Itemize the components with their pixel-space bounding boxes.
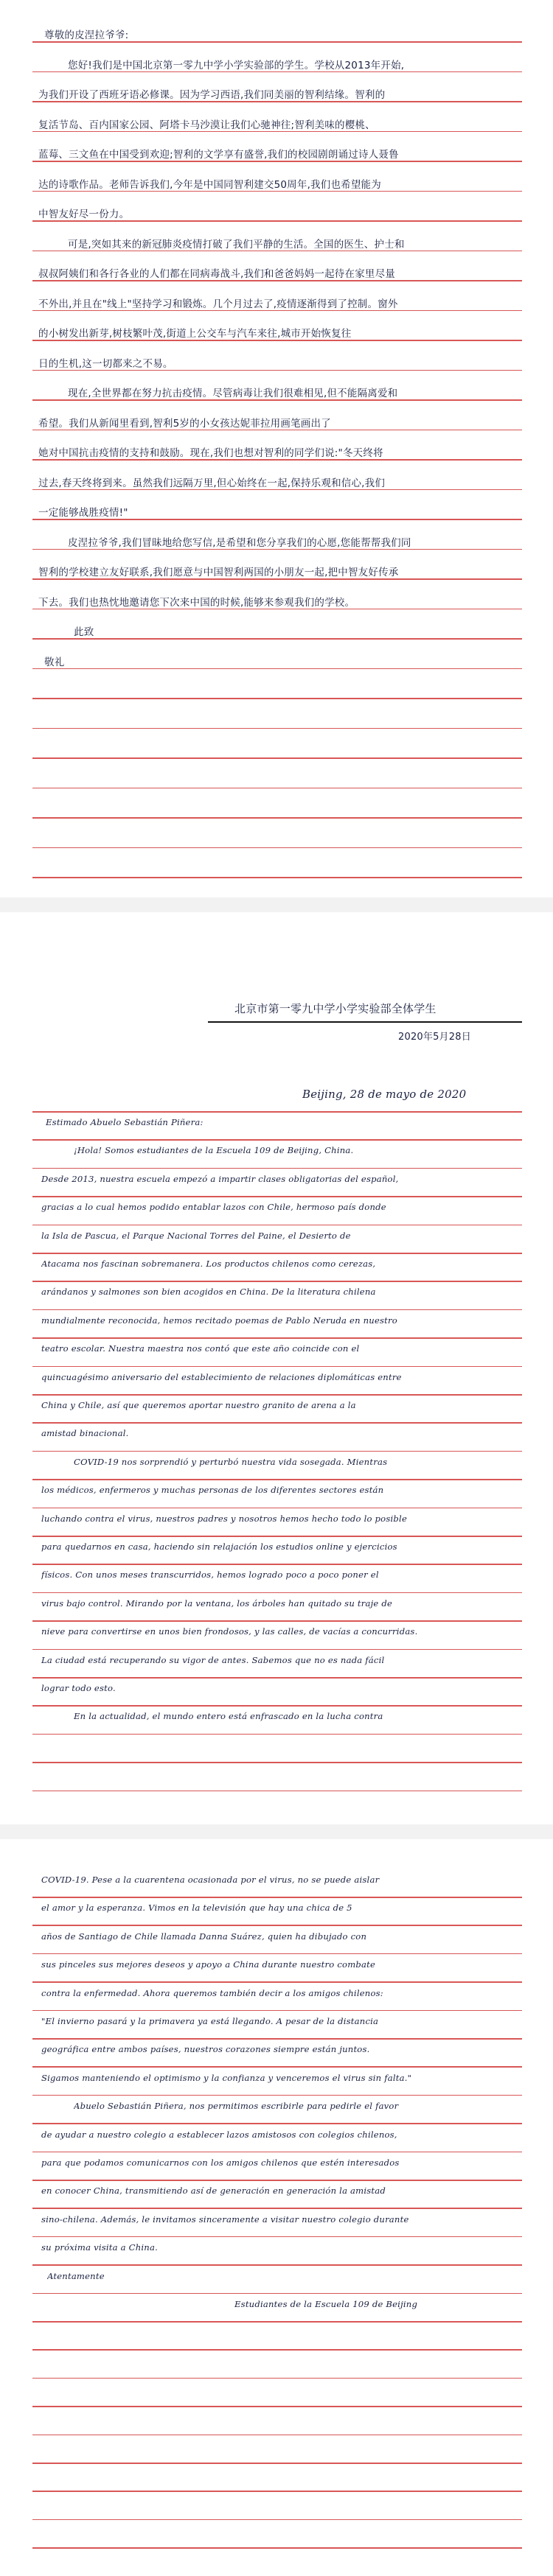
paragraph-line: arándanos y salmones son bien acogidos en China. De la literatura chilena [41,1287,376,1298]
spanish-letter-text-part-2 [0,1839,553,2576]
paragraph-line: 过去,春天终将到来。虽然我们远隔万里,但心始终在一起,保持乐观和信心,我们 [38,477,386,489]
paragraph-line: 可是,突如其来的新冠肺炎疫情打破了我们平静的生活。全国的医生、护士和 [68,238,405,251]
paragraph-line: 的小树发出新芽,树枝繁叶茂,街道上公交车与汽车来往,城市开始恢复往 [38,328,352,340]
paragraph-line: sus pinceles sus mejores deseos y apoyo a China durante nuestro combate [41,1959,376,1970]
paragraph-line: 她对中国抗击疫情的支持和鼓励。现在,我们也想对智利的同学们说:"冬天终将 [38,447,383,459]
chinese-letter-text [0,0,553,897]
paragraph-line: mundialmente reconocida, hemos recitado poemas de Pablo Neruda en nuestro [41,1315,397,1326]
paragraph-line: gracias a lo cual hemos podido entablar lazos con Chile, hermoso país donde [41,1202,386,1213]
paragraph-line: 不外出,并且在"线上"坚持学习和锻炼。几个月过去了,疫情逐渐得到了控制。窗外 [38,298,398,310]
paragraph-line: COVID-19. Pese a la cuarentena ocasionada por el virus, no se puede aislar [41,1875,380,1885]
paragraph-line: 叔叔阿姨们和各行各业的人们都在同病毒战斗,我们和爸爸妈妈一起待在家里尽量 [38,268,395,280]
closing: 此致 [74,626,94,638]
signature: 北京市第一零九中学小学实验部全体学生 [234,1002,437,1015]
paragraph-line: años de Santiago de Chile llamada Danna Suárez, quien ha dibujado con [41,1931,367,1942]
paragraph-line: de ayudar a nuestro colegio a establecer lazos amistosos con colegios chilenos, [41,2129,397,2140]
letter-page-spanish-1 [0,912,553,1824]
paragraph-line: geográfica entre ambos países, nuestros corazones siempre están juntos. [41,2044,370,2055]
salutation: 尊敬的皮涅拉爷爷: [44,29,129,41]
paragraph-line: Atacama nos fascinan sobremanera. Los productos chilenos como cerezas, [41,1259,376,1269]
paragraph-line: en conocer China, transmitiendo así de generación en generación la amistad [41,2185,386,2197]
paragraph-line: para que podamos comunicarnos con los amigos chilenos que estén interesados [41,2157,400,2168]
paragraph-line: 皮涅拉爷爷,我们冒昧地给您写信,是希望和您分享我们的心愿,您能帮帮我们同 [68,536,411,549]
date: 2020年5月28日 [398,1032,471,1043]
paragraph-line: COVID-19 nos sorprendió y perturbó nuestra vida sosegada. Mientras [74,1456,388,1467]
paragraph-line: 智利的学校建立友好联系,我们愿意与中国智利两国的小朋友一起,把中智友好传承 [38,567,399,578]
paragraph-line: la Isla de Pascua, el Parque Nacional Torres del Paine, el Desierto de [41,1230,351,1241]
paragraph-line: 日的生机,这一切都来之不易。 [38,357,173,370]
paragraph-line: contra la enfermedad. Ahora queremos también decir a los amigos chilenos: [41,1987,383,1998]
paragraph-line: 复活节岛、百内国家公园、阿塔卡马沙漠让我们心驰神往;智利美味的樱桃、 [38,119,375,131]
paragraph-line: luchando contra el virus, nuestros padres y nosotros hemos hecho todo lo posible [41,1513,408,1524]
paragraph-line: 中智友好尽一份力。 [38,209,130,220]
paragraph-line: amistad binacional. [41,1428,129,1439]
paragraph-line: físicos. Con unos meses transcurridos, hemos logrado poco a poco poner el [41,1569,379,1581]
paragraph-line: virus bajo control. Mirando por la ventana, los árboles han quitado su traje de [41,1597,393,1609]
place-date: Beijing, 28 de mayo de 2020 [302,1088,467,1101]
salutation: Estimado Abuelo Sebastián Piñera: [46,1117,204,1127]
paragraph-line: quincuagésimo aniversario del establecimiento de relaciones diplomáticas entre [41,1371,402,1382]
paragraph-line: 希望。我们从新闻里看到,智利5岁的小女孩达妮菲拉用画笔画出了 [38,417,331,430]
closing: Atentamente [47,2270,105,2281]
letter-page-spanish-2 [0,1839,553,2576]
paragraph-line: lograr todo esto. [41,1683,116,1693]
paragraph-line: 为我们开设了西班牙语必修课。因为学习西语,我们同美丽的智利结缘。智利的 [38,89,386,101]
paragraph-line: Abuelo Sebastián Piñera, nos permitimos escribirle para pedirle el favor [74,2101,399,2112]
paragraph-line: el amor y la esperanza. Vimos en la televisión que hay una chica de 5 [41,1903,352,1914]
paragraph-line: China y Chile, así que queremos aportar nuestro granito de arena a la [41,1400,356,1410]
paragraph-line: 达的诗歌作品。老师告诉我们,今年是中国同智利建交50周年,我们也希望能为 [38,178,381,191]
signature: Estudiantes de la Escuela 109 de Beijing [234,2299,418,2309]
spanish-letter-text-part-1 [0,912,553,1824]
paragraph-line: "El invierno pasará y la primavera ya está llegando. A pesar de la distancia [41,2016,379,2026]
paragraph-line: los médicos, enfermeros y muchas personas de los diferentes sectores están [41,1485,384,1496]
letter-page-chinese [0,0,553,897]
paragraph-line: teatro escolar. Nuestra maestra nos contó que este año coincide con el [41,1343,360,1354]
paragraph-line: La ciudad está recuperando su vigor de antes. Sabemos que no es nada fácil [41,1654,385,1665]
paragraph-line: Desde 2013, nuestra escuela empezó a impartir clases obligatorias del español, [41,1173,399,1184]
paragraph-line: 一定能够战胜疫情!" [38,507,128,519]
regards: 敬礼 [44,656,65,668]
paragraph-line: su próxima visita a China. [41,2242,158,2253]
paragraph-line: 蓝莓、三文鱼在中国受到欢迎;智利的文学享有盛誉,我们的校园剧朗诵过诗人聂鲁 [38,149,399,161]
paragraph-line: ¡Hola! Somos estudiantes de la Escuela 109 de Beijing, China. [74,1145,354,1156]
paragraph-line: 您好!我们是中国北京第一零九中学小学实验部的学生。学校从2013年开始, [68,59,405,71]
paragraph-line: sino-chilena. Además, le invitamos sinceramente a visitar nuestro colegio durante [41,2213,409,2225]
paragraph-line: Sigamos manteniendo el optimismo y la confianza y venceremos el virus sin falta." [41,2072,412,2083]
paragraph-line: para quedarnos en casa, haciendo sin relajación los estudios online y ejercicios [41,1541,397,1552]
paragraph-line: En la actualidad, el mundo entero está enfrascado en la lucha contra [74,1711,383,1722]
paragraph-line: 现在,全世界都在努力抗击疫情。尽管病毒让我们很难相见,但不能隔离爱和 [68,388,398,399]
paragraph-line: nieve para convertirse en unos bien frondosos, y las calles, de vacías a concurridas. [41,1626,418,1637]
paragraph-line: 下去。我们也热忱地邀请您下次来中国的时候,能够来参观我们的学校。 [38,596,355,609]
